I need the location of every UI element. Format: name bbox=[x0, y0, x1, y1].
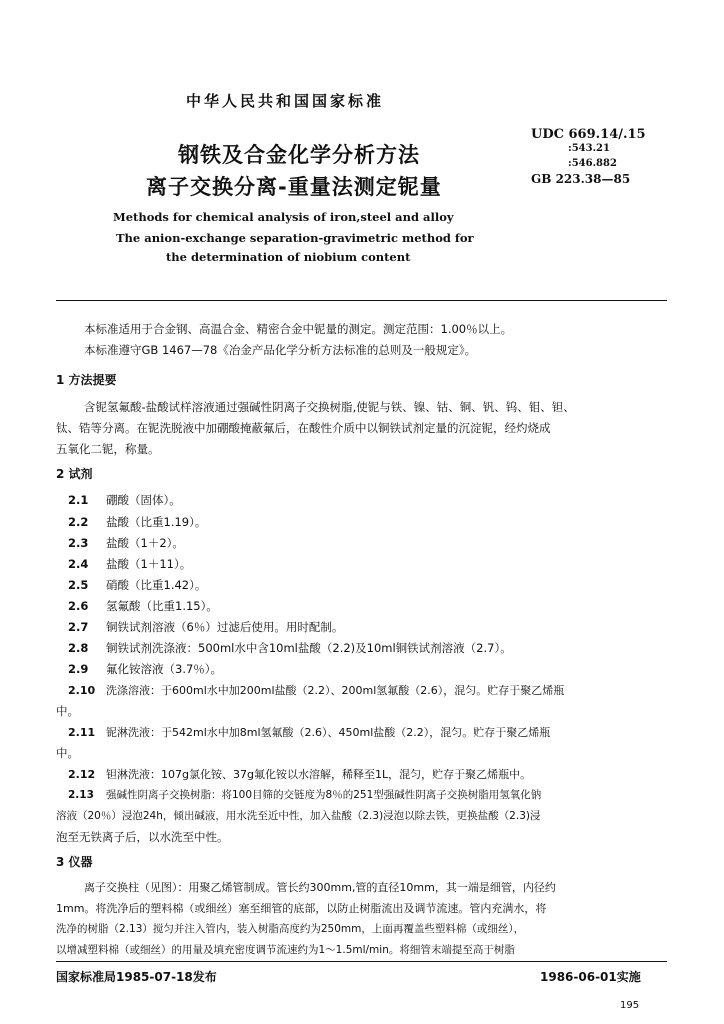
item-text: 铜铁试剂溶液（6％）过滤后使用。用时配制。 bbox=[106, 620, 344, 634]
standard-org: 中华人民共和国国家标准 bbox=[186, 92, 385, 110]
section3-line1: 离子交换柱（见图）：用聚乙烯管制成。管长约300mm,管的直径10mm，其一端是细管，内径约 bbox=[84, 881, 556, 894]
item-number: 2.3 bbox=[68, 536, 89, 550]
section2-heading: 2 试剂 bbox=[56, 467, 93, 481]
item-text: 钽淋洗液：107g氯化铵、37g氟化铵以水溶解，稀释至1L，混匀，贮存于聚乙烯瓶中。 bbox=[106, 768, 532, 781]
reagent-item bbox=[68, 661, 222, 677]
reagent-item bbox=[68, 556, 191, 572]
issued-date: 国家标准局1985-07-18发布 bbox=[56, 970, 217, 984]
item-number: 2.2 bbox=[68, 515, 89, 529]
reagent-item bbox=[68, 787, 541, 802]
item-text: 硼酸（固体）。 bbox=[106, 493, 181, 507]
item-text: 氟化铵溶液（3.7％）。 bbox=[106, 662, 223, 676]
item-number: 2.9 bbox=[68, 662, 89, 676]
item-continuation: 中。 bbox=[56, 746, 79, 760]
item-continuation: 中。 bbox=[56, 704, 79, 718]
reagent-item bbox=[68, 640, 512, 656]
item-number: 2.5 bbox=[68, 578, 89, 592]
section3-heading: 3 仪器 bbox=[56, 855, 93, 869]
item-text: 铌淋洗液：于542ml水中加8ml氢氟酸（2.6）、450ml盐酸（2.2），混匀。贮存于聚乙烯瓶 bbox=[106, 726, 551, 739]
udc-sub-1: :543.21 bbox=[568, 143, 610, 154]
item-number: 2.4 bbox=[68, 557, 89, 571]
item-number: 2.1 bbox=[68, 493, 89, 507]
item-text: 硝酸（比重1.42）。 bbox=[106, 578, 207, 592]
reagent-item bbox=[68, 724, 550, 740]
section3-line3: 洗净的树脂（2.13）搅匀并注入管内，装入树脂高度约为250mm，上面再覆盖些塑料棉（或细丝）， bbox=[56, 923, 525, 935]
reagent-item bbox=[68, 619, 343, 635]
item-number: 2.6 bbox=[68, 599, 89, 613]
item-text: 铜铁试剂洗涤液：500ml水中含10ml盐酸（2.2)及10ml铜铁试剂溶液（2.7）。 bbox=[106, 641, 512, 655]
reagent-item bbox=[68, 682, 564, 698]
item-number: 2.8 bbox=[68, 641, 89, 655]
title-cn-line1: 钢铁及合金化学分析方法 bbox=[178, 143, 420, 167]
title-en-line1: Methods for chemical analysis of iron,steel and alloy bbox=[113, 210, 454, 224]
section3-line4: 以增减塑料棉（或细丝）的用量及填充密度调节流速约为1～1.5ml/min。将细管末端提至高于树脂 bbox=[56, 944, 515, 956]
reagent-item bbox=[68, 766, 531, 782]
reagent-item bbox=[68, 535, 184, 551]
item-number: 2.10 bbox=[68, 684, 96, 697]
item-number: 2.12 bbox=[68, 768, 96, 781]
udc-code: UDC 669.14/.15 bbox=[531, 127, 646, 142]
section1-line3: 五氧化二铌，称量。 bbox=[56, 442, 160, 456]
footer-divider bbox=[56, 961, 667, 962]
item-text: 盐酸（1＋11）。 bbox=[106, 557, 192, 571]
effective-date: 1986-06-01实施 bbox=[540, 970, 641, 984]
item-continuation: 泡至无铁离子后，以水洗至中性。 bbox=[56, 830, 229, 844]
item-continuation: 溶液（20％）浸泡24h，倾出碱液，用水洗至近中性，加入盐酸（2.3)浸泡以除去铁，更换盐酸（2.3)浸 bbox=[56, 810, 541, 822]
gb-number: GB 223.38—85 bbox=[531, 172, 631, 186]
header-divider bbox=[56, 300, 667, 301]
section1-heading: 1 方法提要 bbox=[56, 373, 117, 387]
item-text: 盐酸（比重1.19）。 bbox=[106, 515, 207, 529]
reagent-item bbox=[68, 492, 181, 508]
item-text: 盐酸（1＋2）。 bbox=[106, 536, 184, 550]
section1-line1: 含铌氢氟酸-盐酸试样溶液通过强碱性阴离子交换树脂,使铌与铁、镍、钴、铜、钒、钨、钼、钽、 bbox=[84, 400, 575, 414]
title-cn-line2: 离子交换分离-重量法测定铌量 bbox=[146, 175, 442, 199]
title-en-line2: The anion-exchange separation-gravimetric method for bbox=[116, 231, 474, 245]
item-number: 2.7 bbox=[68, 620, 89, 634]
title-en-line3: the determination of niobium content bbox=[166, 250, 411, 264]
reagent-item bbox=[68, 514, 206, 530]
reagent-item bbox=[68, 577, 206, 593]
reagent-item bbox=[68, 598, 218, 614]
intro-line2: 本标准遵守GB 1467—78《冶金产品化学分析方法标准的总则及一般规定》。 bbox=[84, 343, 477, 357]
intro-line1: 本标准适用于合金钢、高温合金、精密合金中铌量的测定。测定范围：1.00％以上。 bbox=[84, 322, 513, 336]
item-text: 洗涤溶液：于600ml水中加200ml盐酸（2.2）、200ml氢氟酸（2.6），混匀。贮存于聚乙烯瓶 bbox=[106, 684, 565, 697]
udc-sub-2: :546.882 bbox=[568, 158, 617, 169]
item-text: 强碱性阴离子交换树脂：将100目筛的交链度为8％的251型强碱性阴离子交换树脂用氢氧化钠 bbox=[106, 789, 542, 801]
item-text: 氢氟酸（比重1.15）。 bbox=[106, 599, 218, 613]
section3-line2: 1mm。将洗净后的塑料棉（或细丝）塞至细管的底部，以防止树脂流出及调节流速。管内充满水，将 bbox=[56, 902, 547, 915]
item-number: 2.11 bbox=[68, 726, 96, 739]
item-number: 2.13 bbox=[68, 789, 94, 801]
page-number: 195 bbox=[620, 1000, 640, 1011]
section1-line2: 钛、锆等分离。在铌洗脱液中加硼酸掩蔽氟后，在酸性介质中以铜铁试剂定量的沉淀铌，经灼烧成 bbox=[56, 421, 551, 435]
